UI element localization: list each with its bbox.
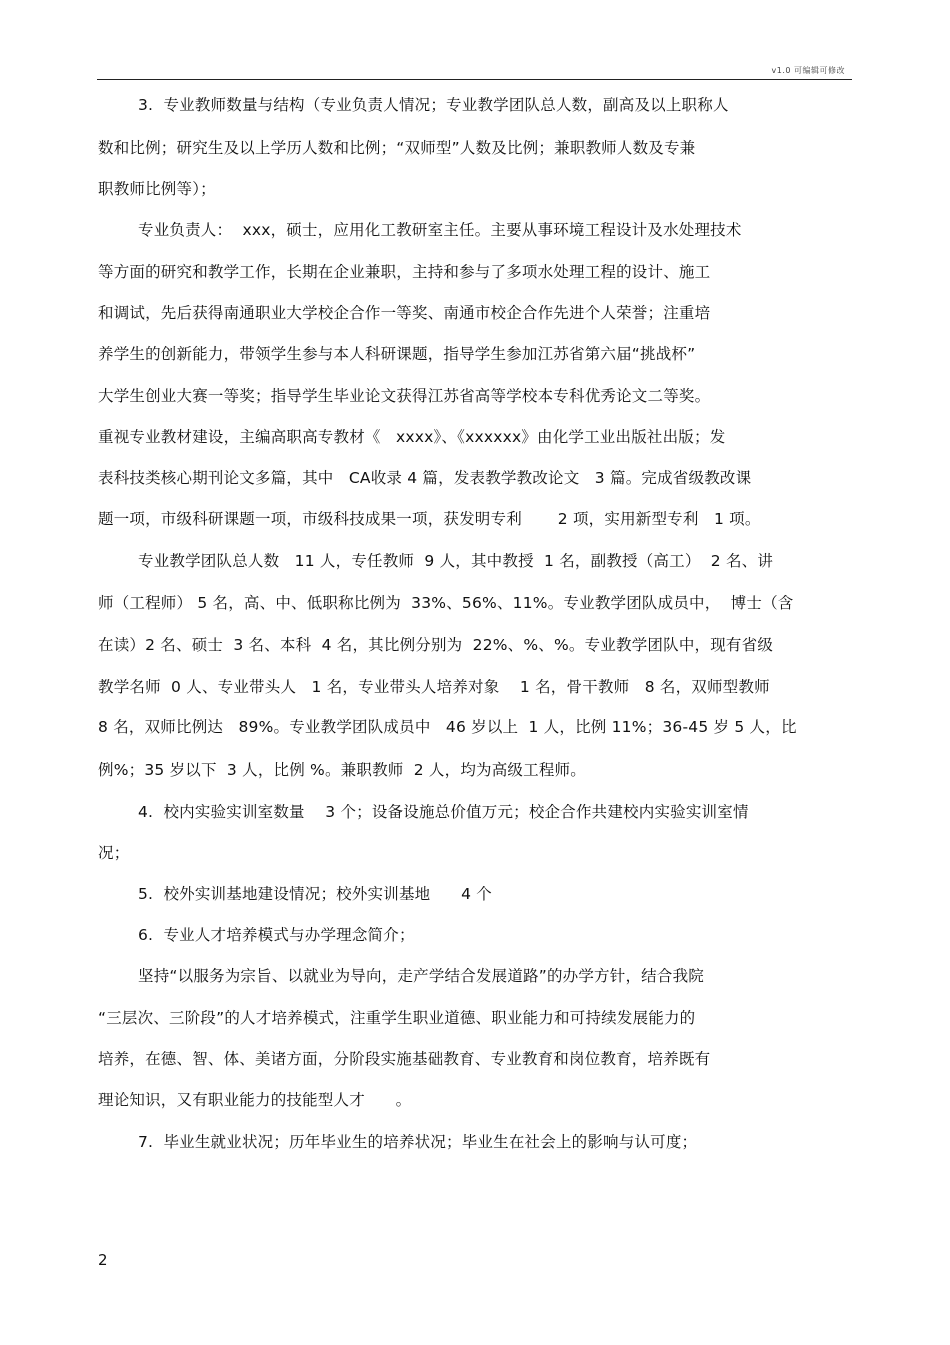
text-line: 题一项，市级科研课题一项，市级科技成果一项，获发明专利 2 项，实用新型专利 1 项。 bbox=[98, 510, 761, 528]
text-line: 3. 专业教师数量与结构（专业负责人情况；专业教学团队总人数，副高及以上职称人 bbox=[138, 96, 729, 114]
page-number: 2 bbox=[98, 1251, 108, 1269]
text-line: 师（工程师） 5 名，高、中、低职称比例为 33%、56%、11%。专业教学团队成员中， 博士（含 bbox=[98, 594, 794, 612]
text-line: 养学生的创新能力，带领学生参与本人科研课题，指导学生参加江苏省第六届“挑战杯” bbox=[98, 345, 696, 363]
text-line: 等方面的研究和教学工作，长期在企业兼职，主持和参与了多项水处理工程的设计、施工 bbox=[98, 263, 711, 281]
text-line: 8 名，双师比例达 89%。专业教学团队成员中 46 岁以上 1 人，比例 11%；36-45 岁 5 人，比 bbox=[98, 718, 797, 736]
text-line: 大学生创业大赛一等奖；指导学生毕业论文获得江苏省高等学校本专科优秀论文二等奖。 bbox=[98, 387, 711, 405]
text-line: 和调试，先后获得南通职业大学校企合作一等奖、南通市校企合作先进个人荣誉；注重培 bbox=[98, 304, 711, 322]
text-line: 坚持“以服务为宗旨、以就业为导向，走产学结合发展道路”的办学方针，结合我院 bbox=[138, 967, 704, 985]
header-version-note: v1.0 可编辑可修改 bbox=[771, 66, 845, 75]
text-line: 重视专业教材建设，主编高职高专教材《 xxxx》、《xxxxxx》由化学工业出版社出版；发 bbox=[98, 428, 726, 446]
text-line: 6. 专业人才培养模式与办学理念简介； bbox=[138, 926, 415, 944]
text-line: 4. 校内实验实训室数量 3 个；设备设施总价值万元；校企合作共建校内实验实训室情 bbox=[138, 803, 749, 821]
text-line: 表科技类核心期刊论文多篇，其中 CA收录 4 篇，发表教学教改论文 3 篇。完成省级教改课 bbox=[98, 469, 752, 487]
text-line: 例%；35 岁以下 3 人，比例 %。兼职教师 2 人，均为高级工程师。 bbox=[98, 761, 586, 779]
text-line: 理论知识，又有职业能力的技能型人才 。 bbox=[98, 1091, 412, 1109]
text-line: 培养，在德、智、体、美诸方面，分阶段实施基础教育、专业教育和岗位教育，培养既有 bbox=[98, 1050, 711, 1068]
text-line: 职教师比例等）； bbox=[98, 180, 216, 198]
text-line: “三层次、三阶段”的人才培养模式，注重学生职业道德、职业能力和可持续发展能力的 bbox=[98, 1009, 696, 1027]
text-line: 5. 校外实训基地建设情况；校外实训基地 4 个 bbox=[138, 885, 492, 903]
text-line: 专业负责人： xxx，硕士，应用化工教研室主任。主要从事环境工程设计及水处理技术 bbox=[138, 221, 742, 239]
text-line: 7. 毕业生就业状况；历年毕业生的培养状况；毕业生在社会上的影响与认可度； bbox=[138, 1133, 698, 1151]
text-line: 在读）2 名、硕士 3 名、本科 4 名，其比例分别为 22%、%、%。专业教学团队中，现有省级 bbox=[98, 636, 774, 654]
text-line: 数和比例；研究生及以上学历人数和比例；“双师型”人数及比例；兼职教师人数及专兼 bbox=[98, 139, 696, 157]
text-line: 况； bbox=[98, 844, 130, 862]
text-line: 教学名师 0 人、专业带头人 1 名，专业带头人培养对象 1 名，骨干教师 8 名，双师型教师 bbox=[98, 678, 770, 696]
header-divider bbox=[97, 79, 852, 80]
text-line: 专业教学团队总人数 11 人，专任教师 9 人，其中教授 1 名，副教授（高工） 2 名、讲 bbox=[138, 552, 774, 570]
